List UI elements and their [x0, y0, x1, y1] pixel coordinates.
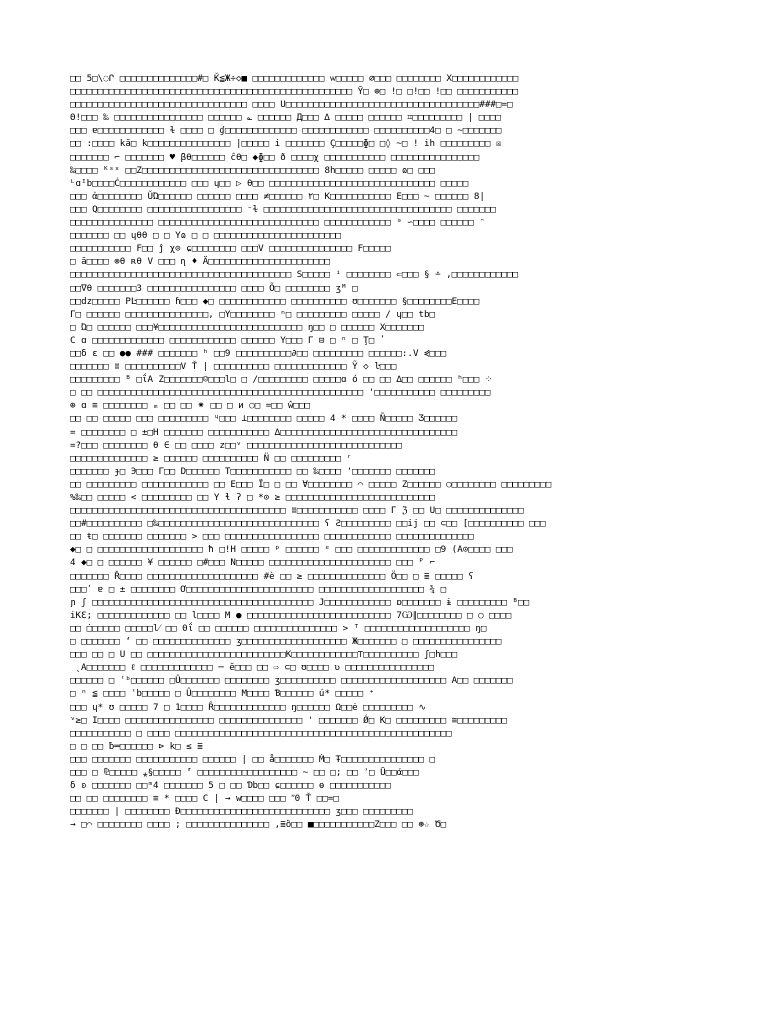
scrambled-text-body: □□ 5□\◌Ր □□□□□□□□□□□□□□#□ Ǩ≦Ж÷◇■ □□□□□□□□□□□□□ ѡ□□□□□ ∅□□□ □□□□□□□□ X□□□□□□□□□□□□ □□□□□□□□□□□□□□□□□□□□□□□□□□□□□□□□□□□□□□□□□□□□□□□□□□□ Ȳ□ ⊕□ !□ □!□□ !□□ □□□□□□□□□□□ □□□□□□□□□□□□□□□□□□□□□□□□□□□□□□□□ □□□□ Ս□□□□□□□□□□□□□□□□□□□□□□□□□□□□□□□□□□□###□=□ Θ!□□□ ‰ □□□□□□□□□□□□□□□□ □□□□□□ ؎ □□□□□□ Д□□□ ∆ □□□□□ □□□□□□ ⌗□□□□□□□□□ | □□□□ □□□ ɐ□□□□□□□□□□□□ ɫ □□□□ □ ɠ□□□□□□□□□□□□□ □□□□□□□□□□□□ □□□□□□□□□□4□ □ ~□□□□□□□ □□ :□□□□ kā□ k□□□□□□□□□□□□□□□ |□□□□□ i □□□□□□□ Ç□□□□□ɸ□ □◊ ~□ ! ih □□□□□□□□□ ☒ □□□□□□□ ⌐ □□□□□□□ ♥ βθ□□□□□□ ĉθ□ ◆ɸ□□ ð □□□□χ □□□□□□□□□□□ □□□□□□□□□□□□□□□□ ‰□□□□ ᴷˢˣ □□Z□□□□□□□□□□□□□□□□□□□□□□□□□□□□□□□□ 8h□□□□□ □□□□□ ɷ□ □□□ ᴸɑᴵb□□□□Ċ□□□□□□□□□□□□ □□□ ɥ□□ ▷ θ□□ □□□□□□□□□□□□□□□□□□□□□□□□□□□□□□ □□□□□ □□□ ἀ□□□□□□□□ ŬΏ□□□□□□ □□□□□□ □□□□ ≠□□□□□□ ٢□ K□□□□□□□□□□□ E□□□ ~ □□□□□□ 8| □□□ Q□□□□□□□□ □□□□□□□□□□□□□□□□□ ⁻ɫ □□□□□□□□□□□□□□□□□□□□□□□□□□□□□□□□□□ □□□□□□□ □□□□□□□□□□□□□□□ □□□□□□□□□□□□□□□□□□□□□□□□□□□□□ □□□□□□□□□□□□ ᵊ ∽□□□□ □□□□□□ ᵔ □□□□□□□ □□ ɥθθ □ □ Yɷ □ □ □□□□□□□□□□□□□□□□□□□□□□□ □□□□□□□□□□□ F□□ ĵ χ⊙ ɕ□□□□□□□□ □□□V □□□□□□□□□□□□□□□ F□□□□□ □ ā□□□□ ⊗θ ʀθ V □□□ ɳ ♦ Ä□□□□□□□□□□□□□□□□□□□□□□ □□□□□□□□□□□□□□□□□□□□□□□□□□□□□□□□□□□□□□□□ S□□□□□ ⁱ □□□□□□□□ ⇐□□□ § ∸ ,□□□□□□□□□□□□ □□∇θ □□□□□□□3 □□□□□□□□□□□□□□□□ □□□□ Õ□ □□□□□□□□ ʒᴹ □ □□dz□□□□□ PĿ□□□□□□ ɦ□□□ ◆□ □□□□□□□□□□□□ □□□□□□□□□□ ʊ□□□□□□□ §□□□□□□□□E□□□□ Γ□ □□□□□□ □□□□□□□□□□□□□□□, □Y□□□□□□□□ ⁿ□ □□□□□□□□□ □□□□□ / ɥ□□ tb□ □ Ώ□ □□□□□□ □□□¥□□□□□□□□□□□□□□□□□□□□□□□□□□ ŋ□□ □ □□□□□□ X□□□□□□□ C ɑ □□□□□□□□□□□□□ □□□□□□□□□□□□ □□□□□□ Y□□□ Γ ⊟ □ ⁿ □ Ţ□ ̓ □□δ ɛ □□ ●● ### □□□□□□□ ʰ □□9 □□□□□□□□□□∂□□ □□□□□□□□□ □□□□□□:.V ⋞□□□ □□□□□□□ ʬ □□□□□□□□□□V Ť | □□□□□□□□□□ □□□□□□□□□□□□□ Ỹ ◇ ŀ□□□ □□□□□□□□□ ᴮ □ΐA Z□□□□□□□☺□□□l□ □ /□□□□□□□□□ □□□□□ɑ ό □□ □□ ∆□□ □□□□□□ ʰ□□□ ⁘ □ □□ □□□□□□□□□□□□□□□□□□□□□□□□□□□□□□□□□□□□□□□□□□□□□□□□ '□□□□□□□□□□□ □□□□□□□□□ ⊕ ɑ ≡ □□□□□□□□ ₘ □□ □□ ⁕ □□ □ и ○□ =□□ ŵ□□□ □□ □□ □□□□□ □□□ □□□□□□□□□ ᶣ□□□ ⊥□□□□□□□□ □□□□□ 4 * □□□□ Ñ□□□□□ Ʒ□□□□□□ = □□□□□□□□ □ ±□H □□□□□□□ □□□□□□□□□□□ ∆□□□□□□□□□□□□□□□□□□□□□□□□□□□□□□□□ =?□□□ □□□□□□□□ θ ∈ □□ □□□□ z□□ᵛ □□□□□□□□□□□□□□□□□□□□□□□□□□□□ □□□□□□□□□□□□□□ ≥ □□□□□□ □□□□□□□□□□ N̈ □□ □□□□□□□□□ ʳ □□□□□□□ ɟ□ Э□□□ Γ□□ D□□□□□□ T□□□□□□□□□□□ □□ ‰□□□□ '□□□□□□□ □□□□□□□ □□ □□□□□□□□□ □□□□□□□□□□□□ □□ E□□□ Ï□ □ □□ ∀□□□□□□□□ ⌒ □□□□□ Z□□□□□□ ○□□□□□□□□ □□□□□□□□□ %‰□□ □□□□□ < □□□□□□□□□ □□ Y ɬ ʔ □ *⊙ ≥ □□□□□□□□□□□□□□□□□□□□□□□□□□□ □□□□□□□□□□□□□□□□□□□□□□□□□□□□□□□□□□□□□□□ ʬ□□□□□□□□□□□ □□□□ Γ ℨ □□ U□ □□□□□□□□□□□□□□ □□#□□□□□□□□□□ □‰□□□□□□□□□□□□□□□□□□□□□□□□□□□□□ ʕ Ƨ□□□□□□□□□ □□ij □□ ⊂□□ [□□□□□□□□□□ □□□ □□ ŧ□ □□□□□□□ □□□□□□□ > □□□ □□□□□□□□□□□□□□□□□ □□□□□□□□□□□□ □□□□□□□□□□□□□□ ◆□ □ □□□□□□□□□□□□□□□□□□□ ħ □!H □□□□□ ᵖ □□□□□□ ᵉ □□□ □□□□□□□□□□□□□ □9 (A⊙□□□□ □□□ 4 ◆□ □ □□□□□□ ¥ □□□□□□ □#□□□ N□□□□□ □□□□□□□□□□□□□□□□□□□□□□ □□□ ᴾ ⌐ □□□□□□□ Ř□□□□ □□□□□□□□□□□□□□□□□□□□ #è □□ ≥ □□□□□□□□□□□□□□ Ö□□ □ ≣ □□□□□ ʕ □□□ʹ ɐ □ ± □□□□□□□□ Ơ□□□□□□□□□□□□□□□□□□□□□□□ □□□□□□□□□□□□□□□□□□□ ¾ □ ɲ ʃ □□□□□□□□□□□□□□□□□□□□□□□□□□□□□□□□□□□□□□□□ J□□□□□□□□□□□□ ɒ□□□□□□□ ɨ □□□□□□□□□ ᴮ□□ iKƐ; □□□□□□□□□□□□□ □□ l□□□□ M ● □□□□□□□□□□□□□□□□□□□□□□□□□□ 7Ѡ∥□□□□□□□□ □ ○ □□□□ □□ ̇□□□□□□ □□□□□l⁄ □□ 0ΐ □□ □□□□□□ □□□□□□□□□□□□□□□ > ᵀ □□□□□□□□□□□□□□□□□□□ ŋ□ □ □□□□□□□ ‘ □□ □□□□□□□□□□□□□□ ʒ□□□□□□□□□□□□□□□□□□□ Ж□□□□□□□ □ □□□□□□□□□□□□□□□□ □□□ □□ □ U □□ □□□□□□□□□□□□□□□□□□□□□□□□□K□□□□□□□□□□□□⊤□□□□□□□□□□ ʃ□h□□□ ̨ A□□□□□□□ ℓ □□□□□□□□□□□□□ ─ ĕ□□□ □□ ⇨ ⊂□ ʊ□□□□ ʋ □□□□□□□□□□□□□□□□ □□□□□□ □ ʿᵇ□□□□□□ □Û□□□□□□□ □□□□□□□□ ʒ□□□□□□□□□□ □□□□□□□□□□□□□□□□□□□ A□□ □□□□□□□ □ ⁿ ≦ □□□□ ʿb□□□□□ □ Û□□□□□□□□ M□□□□ Ɓ□□□□□□ ú* □□□□□ ⁺ □□□ ɥ* ʊ □□□□□ 7 □ 1□□□□ Ȓ□□□□□□□□□□□□□ ŋ□□□□□□ Ω□□ė □□□□□□□□□ ∿ ᵛ≥□ I□□□□ □□□□□□□□□□□□□□□□ □□□□□□□□□□□□□□□ ' □□□□□□□ Ǿ□ K□ □□□□□□□□□ ≅□□□□□□□□□ □□□□□□□□□□□ □ □□□□ □□□□□□□□□□□□□□□□□□□□□□□□□□□□□□□□□□□□□□□□□□□□□□□□□□ □ □ □□ ƀ═□□□□□□ ⊳ k□ ≤ ≣ □□□ □□□□□□□ □□□□□□□□□□□ □□□□□□ | □□ å□□□□□□□ Ṁ□ Ŧ□□□□□□□□□□□□□□□ □ □□□ □ ⅊□□□□□ ⁎§□□□□□ ⸢ □□□□□□□□□□□□□□□□□□ ~ □□ □; □□ ʾ□ Ū□□ά□□□ δ ʚ □□□□□□□ □□ᵐ4 □□□□□□□ 5 □ □□ Ɗb□□ ɕ□□□□□□ ɵ □□□□□□□□□□□ □□ □□ □□□□□□□□ ≡ * □□□□ C | → w□□□□ □□□ ʺ0 Ť □□=□ □□□□□□□ | □□□□□□□□ Ɖ□□□□□□□□□□□□□□□□□□□□□□□□□□□ ʒ□□□ □□□□□□□□□ → □⌒ □□□□□□□□ □□□□ ; □□□□□□□□□□□□□□□ ,≣ȍ□□ ■□□□□□□□□□□□Z□□□ □□ ⊛☆ Ծ□	[70, 73, 552, 831]
